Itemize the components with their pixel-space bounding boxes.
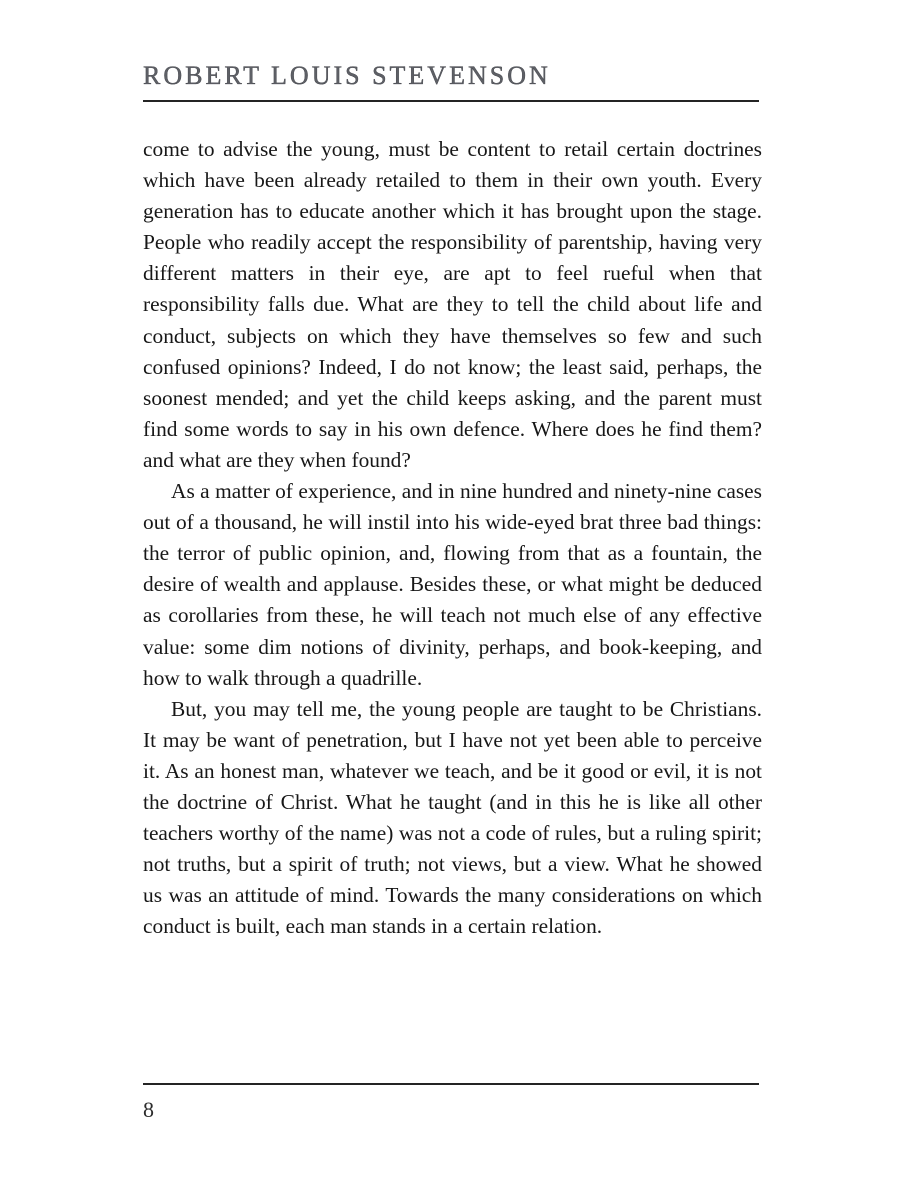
body-text-block — [143, 134, 762, 942]
running-head — [143, 60, 759, 92]
footer-rule — [143, 1083, 759, 1085]
header-rule — [143, 100, 759, 102]
running-head-title: ROBERT LOUIS STEVENSON — [143, 61, 551, 90]
paragraph-2: As a matter of experience, and in nine hundred and ninety-nine cases out of a thousand, he will instil into his wide-eyed brat three bad things: the terror of public opinion, and, flowing from that as a fountain, the desire of wealth and applause. Besides these, or what might be deduced as corollaries from these, he will teach not much else of any effective value: some dim notions of divinity, perhaps, and book-keeping, and how to walk through a quadrille. — [143, 479, 762, 690]
paragraph-1: come to advise the young, must be content to retail certain doctrines which have been already retailed to them in their own youth. Every generation has to educate another which it has brought upon the stage. People who readily accept the responsibility of parentship, having very different matters in their eye, are apt to feel rueful when that responsibility falls due. What are they to tell the child about life and conduct, subjects on which they have themselves so few and such confused opinions? Indeed, I do not know; the least said, perhaps, the soonest mended; and yet the child keeps asking, and the parent must find some words to say in his own defence. Where does he find them? and what are they when found? — [143, 137, 762, 472]
paragraph-3: But, you may tell me, the young people are taught to be Christians. It may be want of penetration, but I have not yet been able to perceive it. As an honest man, whatever we teach, and be it good or evil, it is not the doctrine of Christ. What he taught (and in this he is like all other teachers worthy of the name) was not a code of rules, but a ruling spirit; not truths, but a spirit of truth; not views, but a view. What he showed us was an attitude of mind. Towards the many considerations on which conduct is built, each man stands in a certain relation. — [143, 696, 762, 939]
page-number: 8 — [143, 1097, 154, 1122]
